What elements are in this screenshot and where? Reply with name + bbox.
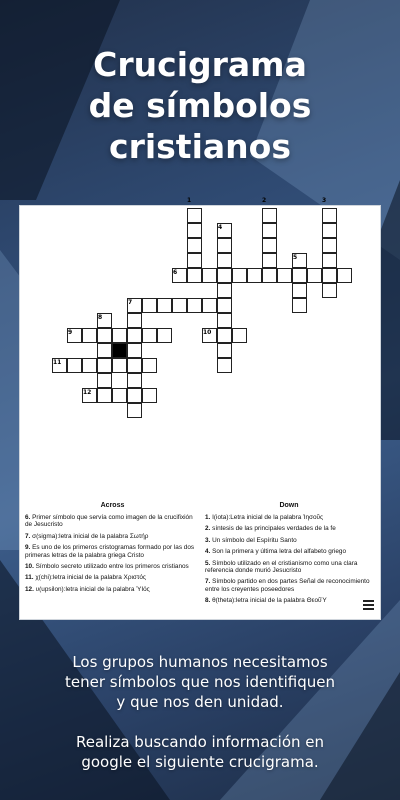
crossword-cell[interactable] — [112, 388, 127, 403]
clue-number: 9 — [68, 329, 73, 336]
crossword-cell[interactable] — [97, 328, 112, 343]
down-clue: 4. Son la primera y última letra del alfabeto griego — [205, 548, 347, 556]
crossword-cell[interactable] — [82, 358, 97, 373]
crossword-cell[interactable] — [112, 358, 127, 373]
crossword-card — [19, 197, 381, 620]
crossword-cell[interactable] — [307, 268, 322, 283]
crossword-cell[interactable] — [217, 283, 232, 298]
clue-number: 7 — [128, 299, 133, 306]
crossword-cell[interactable] — [127, 373, 142, 388]
crossword-cell[interactable] — [202, 298, 217, 313]
down-clue: 3. Un símbolo del Espíritu Santo — [205, 536, 297, 544]
crossword-grid — [20, 197, 382, 496]
crossword-cell[interactable] — [232, 328, 247, 343]
crossword-cell[interactable] — [337, 268, 352, 283]
clue-number: 6 — [173, 269, 178, 276]
crossword-cell[interactable] — [322, 268, 337, 283]
across-clue: 6. Primer símbolo que servía como imagen de la crucifixión de Jesucristo — [25, 514, 193, 529]
across-clue: 9. Es uno de los primeros cristogramas formado por las dos primeras letras de la palabra griega Cristo — [25, 544, 195, 559]
crossword-cell[interactable] — [322, 253, 337, 268]
crossword-cell[interactable] — [172, 298, 187, 313]
crossword-cell[interactable] — [217, 358, 232, 373]
crossword-cell[interactable] — [217, 253, 232, 268]
crossword-cell[interactable] — [217, 313, 232, 328]
down-clue: 8. θ(theta):letra inicial de la palabra ΘεοῦὙ — [205, 597, 327, 605]
crossword-cell[interactable] — [217, 268, 232, 283]
clue-number: 11 — [53, 359, 62, 366]
clue-number: 4 — [218, 224, 223, 231]
crossword-cell[interactable] — [247, 268, 262, 283]
down-clue: 7. Símbolo partido en dos partes Señal de reconocimiento entre los creyentes poseedores — [205, 578, 370, 593]
across-clue: 11. χ(chi):letra inicial de la palabra Χριστός — [25, 574, 146, 582]
down-clue: 2. síntesis de las principales verdades de la fe — [205, 525, 336, 533]
crossword-cell[interactable] — [322, 223, 337, 238]
crossword-cell[interactable] — [142, 328, 157, 343]
crossword-cell[interactable] — [127, 313, 142, 328]
clue-number: 3 — [322, 197, 327, 204]
crossword-cell[interactable] — [157, 328, 172, 343]
crossword-black-cell — [112, 343, 127, 358]
clue-number: 8 — [98, 314, 103, 321]
crossword-cell[interactable] — [262, 223, 277, 238]
crossword-cell[interactable] — [127, 343, 142, 358]
crossword-cell[interactable] — [97, 343, 112, 358]
crossword-cell[interactable] — [262, 238, 277, 253]
across-clue: 12. υ(upsilon):letra inicial de la palabra ὙΙός — [25, 585, 150, 593]
crossword-cell[interactable] — [187, 268, 202, 283]
crossword-cell[interactable] — [262, 253, 277, 268]
down-clue: 5. Símbolo utilizado en el cristianismo como una clara referencia donde murió Jesucristo — [205, 559, 358, 575]
crossword-cell[interactable] — [322, 283, 337, 298]
down-clue: 1. I(iota):Letra inicial de la palabra Ἰησοῦς — [205, 514, 324, 521]
clues-panel — [20, 502, 382, 620]
crossword-cell[interactable] — [292, 283, 307, 298]
crossword-cell[interactable] — [127, 403, 142, 418]
crossword-cell[interactable] — [217, 238, 232, 253]
title-line-3: cristianos — [109, 127, 291, 166]
clue-number: 12 — [83, 389, 92, 396]
crossword-cell[interactable] — [217, 328, 232, 343]
across-clue: 10. Símbolo secreto utilizado entre los primeros cristianos — [25, 563, 189, 571]
crossword-cell[interactable] — [292, 298, 307, 313]
down-clues — [205, 502, 373, 609]
crossword-cell[interactable] — [142, 298, 157, 313]
clue-number: 2 — [262, 197, 267, 204]
clue-number: 10 — [203, 329, 212, 336]
crossword-cell[interactable] — [187, 223, 202, 238]
crossword-cell[interactable] — [97, 373, 112, 388]
crossword-cell[interactable] — [322, 238, 337, 253]
crossword-cell[interactable] — [187, 208, 202, 223]
crossword-cell[interactable] — [292, 268, 307, 283]
crossword-cell[interactable] — [82, 328, 97, 343]
across-clue: 7. σ(sigma):letra inicial de la palabra Σωτήρ — [25, 532, 149, 540]
crossword-cell[interactable] — [127, 328, 142, 343]
hamburger-menu-icon[interactable] — [363, 600, 374, 610]
crossword-cell[interactable] — [262, 268, 277, 283]
crossword-cell[interactable] — [97, 358, 112, 373]
crossword-cell[interactable] — [217, 343, 232, 358]
crossword-cell[interactable] — [187, 238, 202, 253]
crossword-cell[interactable] — [112, 328, 127, 343]
crossword-cell[interactable] — [127, 358, 142, 373]
crossword-cell[interactable] — [157, 298, 172, 313]
crossword-cell[interactable] — [217, 298, 232, 313]
title-line-2: de símbolos — [88, 86, 312, 125]
crossword-cell[interactable] — [142, 388, 157, 403]
crossword-cell[interactable] — [142, 358, 157, 373]
crossword-cell[interactable] — [262, 208, 277, 223]
crossword-cell[interactable] — [202, 268, 217, 283]
crossword-cell[interactable] — [232, 268, 247, 283]
crossword-cell[interactable] — [187, 298, 202, 313]
crossword-cell[interactable] — [67, 358, 82, 373]
clue-number: 1 — [187, 197, 192, 204]
intro-paragraph: Los grupos humanos necesitamos tener símbolos que nos identifiquen y que nos den unidad. — [65, 653, 335, 711]
instruction-paragraph: Realiza buscando información en google el siguiente crucigrama. — [75, 733, 325, 771]
crossword-cell[interactable] — [127, 388, 142, 403]
page-title — [0, 44, 400, 167]
crossword-cell[interactable] — [187, 253, 202, 268]
title-line-1: Crucigrama — [93, 45, 307, 84]
clue-number: 5 — [293, 254, 298, 261]
down-heading: Down — [279, 502, 299, 509]
crossword-cell[interactable] — [97, 388, 112, 403]
across-clues — [25, 502, 200, 597]
across-heading: Across — [100, 502, 125, 509]
crossword-cell[interactable] — [322, 208, 337, 223]
crossword-cell[interactable] — [277, 268, 292, 283]
